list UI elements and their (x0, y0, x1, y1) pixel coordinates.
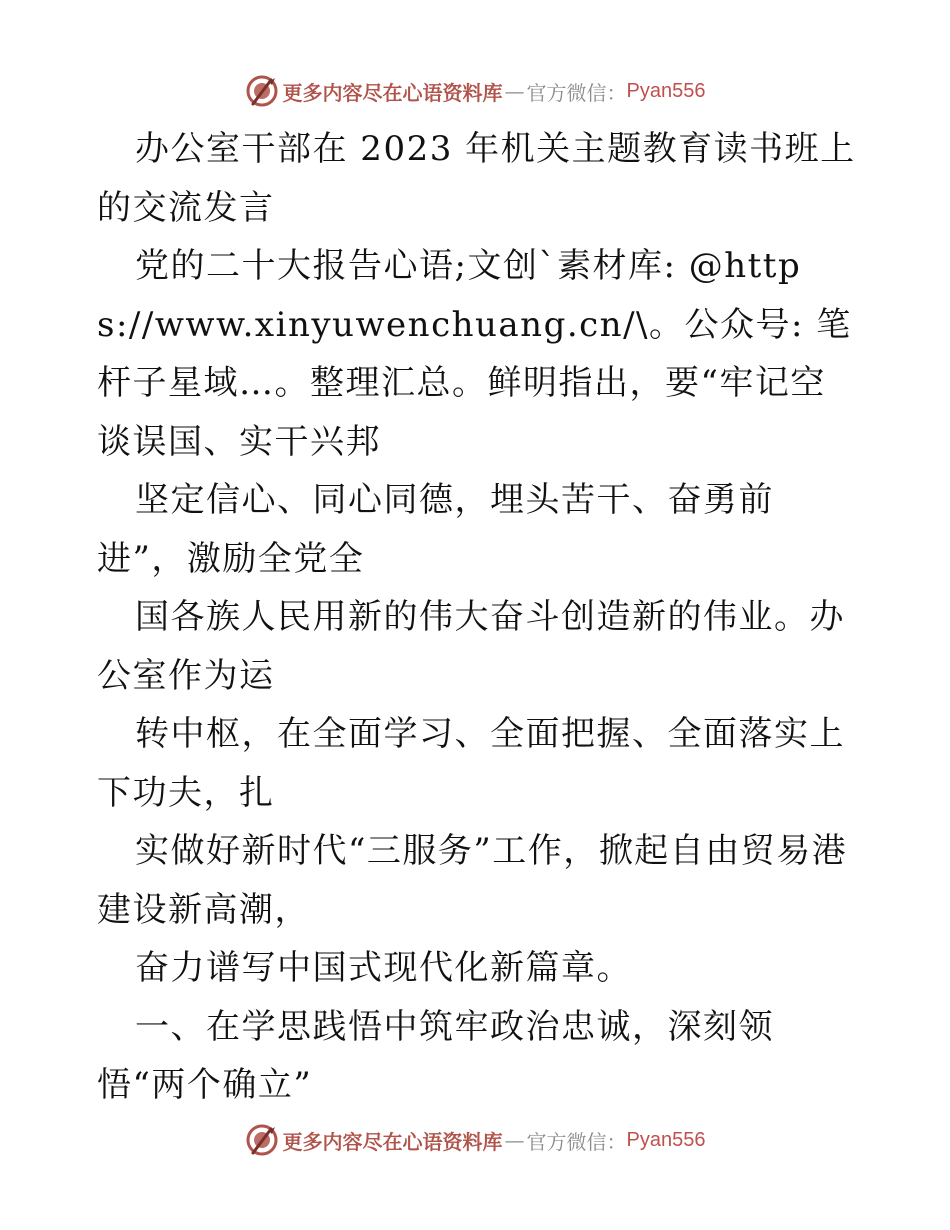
brand-text: 更多内容尽在心语资料库 (282, 1129, 503, 1154)
brand-separator: — (504, 1128, 525, 1152)
brand-separator: — (504, 79, 525, 103)
body-paragraph: 党的二十大报告心语;文创`素材库: @https://www.xinyuwenchuang.cn/\。公众号: 笔杆子星域…。整理汇总。鲜明指出，要“牢记空谈误国、实干兴邦 (97, 246, 852, 462)
document-title: 办公室干部在 2023 年机关主题教育读书班上的交流发言 (97, 129, 856, 228)
wechat-label: 官方微信： (526, 1129, 627, 1154)
header-banner (0, 71, 950, 111)
wechat-label: 官方微信： (526, 80, 627, 105)
section-heading: 一、在学思践悟中筑牢政治忠诚，深刻领悟“两个确立” (97, 1006, 774, 1105)
wechat-id: Pyan556 (626, 1128, 706, 1151)
body-paragraph: 实做好新时代“三服务”工作，掀起自由贸易港建设新高潮， (97, 831, 848, 930)
body-paragraph: 转中枢，在全面学习、全面把握、全面落实上下功夫，扎 (97, 714, 845, 813)
body-paragraph: 奋力谱写中国式现代化新篇章。 (135, 948, 632, 988)
quill-logo-icon (245, 1123, 279, 1157)
brand-text: 更多内容尽在心语资料库 (282, 80, 503, 105)
footer-banner (0, 1120, 950, 1160)
quill-logo-icon (245, 74, 279, 108)
document-body (97, 120, 857, 1115)
wechat-id: Pyan556 (626, 79, 706, 102)
body-paragraph: 坚定信心、同心同德，埋头苦干、奋勇前进”，激励全党全 (97, 480, 774, 579)
body-paragraph: 国各族人民用新的伟大奋斗创造新的伟业。办公室作为运 (97, 597, 845, 696)
